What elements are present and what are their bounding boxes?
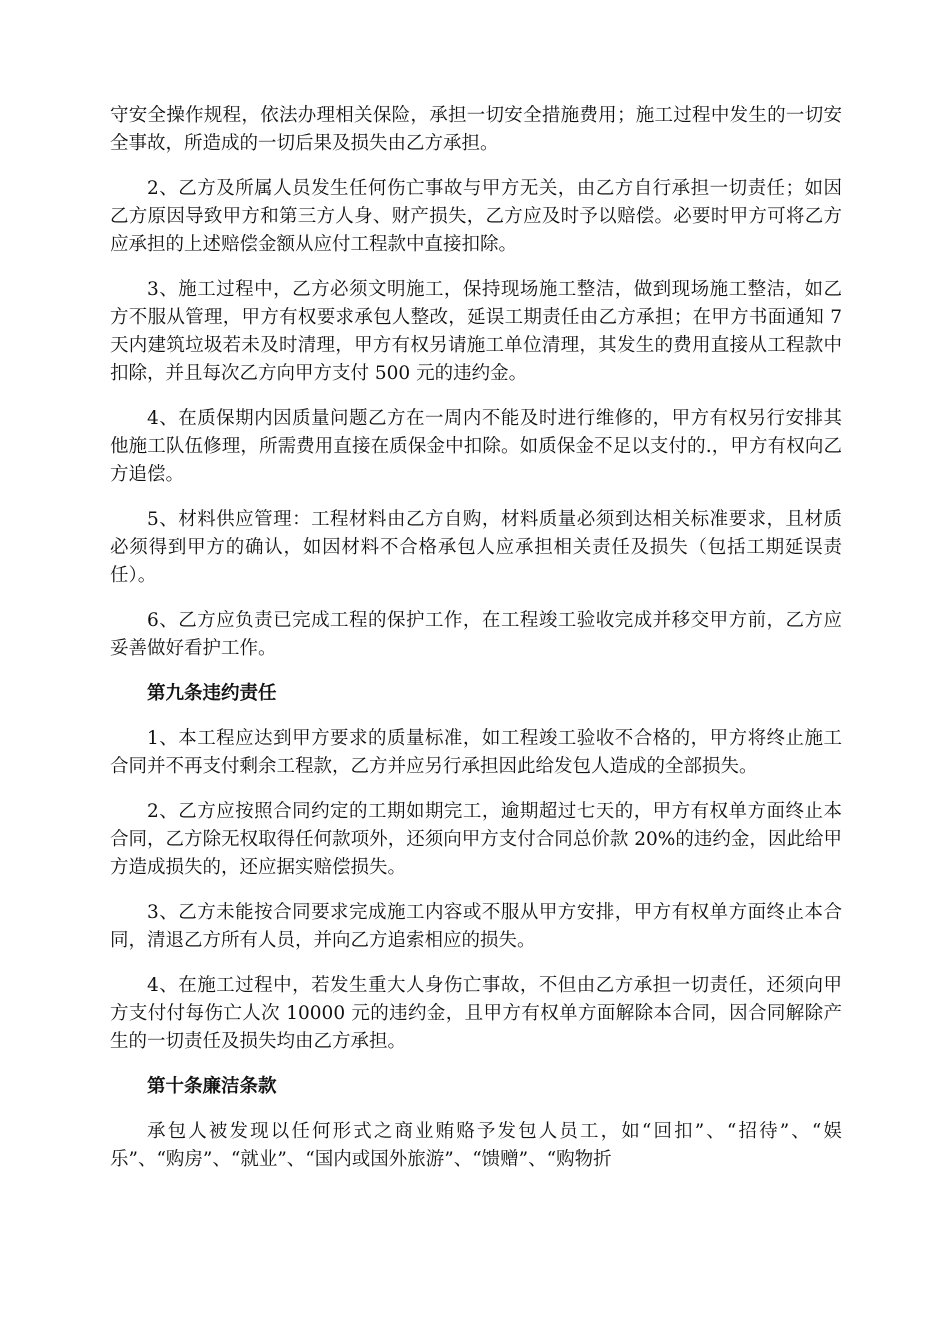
contract-paragraph: 4、在施工过程中，若发生重大人身伤亡事故，不但由乙方承担一切责任，还须向甲方支付付每伤亡人次 10000 元的违约金，且甲方有权单方面解除本合同，因合同解除产生的一切责任及损失均由乙方承担。 xyxy=(110,975,842,1052)
contract-paragraph: 承包人被发现以任何形式之商业贿赂予发包人员工，如“回扣”、“招待”、“娱乐”、“购房”、“就业”、“国内或国外旅游”、“馈赠”、“购物折 xyxy=(110,1121,842,1170)
contract-paragraph: 3、施工过程中，乙方必须文明施工，保持现场施工整洁，做到现场施工整洁，如乙方不服从管理，甲方有权要求承包人整改，延误工期责任由乙方承担；在甲方书面通知 7 天内建筑垃圾若未及时清理，甲方有权另请施工单位清理，其发生的费用直接从工程款中扣除，并且每次乙方向甲方支付 500 元的违约金。 xyxy=(110,279,842,384)
contract-paragraph: 4、在质保期内因质量问题乙方在一周内不能及时进行维修的，甲方有权另行安排其他施工队伍修理，所需费用直接在质保金中扣除。如质保金不足以支付的.，甲方有权向乙方追偿。 xyxy=(110,408,842,485)
contract-paragraph: 6、乙方应负责已完成工程的保护工作，在工程竣工验收完成并移交甲方前，乙方应妥善做好看护工作。 xyxy=(110,610,842,659)
contract-paragraph: 5、材料供应管理：工程材料由乙方自购，材料质量必须到达相关标准要求，且材质必须得到甲方的确认，如因材料不合格承包人应承担相关责任及损失（包括工期延误责任）。 xyxy=(110,509,842,586)
contract-paragraph: 2、乙方及所属人员发生任何伤亡事故与甲方无关，由乙方自行承担一切责任；如因乙方原因导致甲方和第三方人身、财产损失，乙方应及时予以赔偿。必要时甲方可将乙方应承担的上述赔偿金额从应付工程款中直接扣除。 xyxy=(110,178,842,255)
contract-paragraph: 3、乙方未能按合同要求完成施工内容或不服从甲方安排，甲方有权单方面终止本合同，清退乙方所有人员，并向乙方追索相应的损失。 xyxy=(110,902,842,951)
contract-paragraph: 1、本工程应达到甲方要求的质量标准，如工程竣工验收不合格的，甲方将终止施工合同并不再支付剩余工程款，乙方并应另行承担因此给发包人造成的全部损失。 xyxy=(110,728,842,777)
section-heading-article-9: 第九条违约责任 xyxy=(147,683,277,704)
contract-paragraph: 2、乙方应按照合同约定的工期如期完工，逾期超过七天的，甲方有权单方面终止本合同，乙方除无权取得任何款项外，还须向甲方支付合同总价款 20%的违约金，因此给甲方造成损失的，还应据实赔偿损失。 xyxy=(110,801,842,878)
contract-paragraph: 守安全操作规程，依法办理相关保险，承担一切安全措施费用；施工过程中发生的一切安全事故，所造成的一切后果及损失由乙方承担。 xyxy=(110,105,842,154)
document-page xyxy=(110,102,842,1191)
section-heading-article-10: 第十条廉洁条款 xyxy=(147,1076,277,1097)
